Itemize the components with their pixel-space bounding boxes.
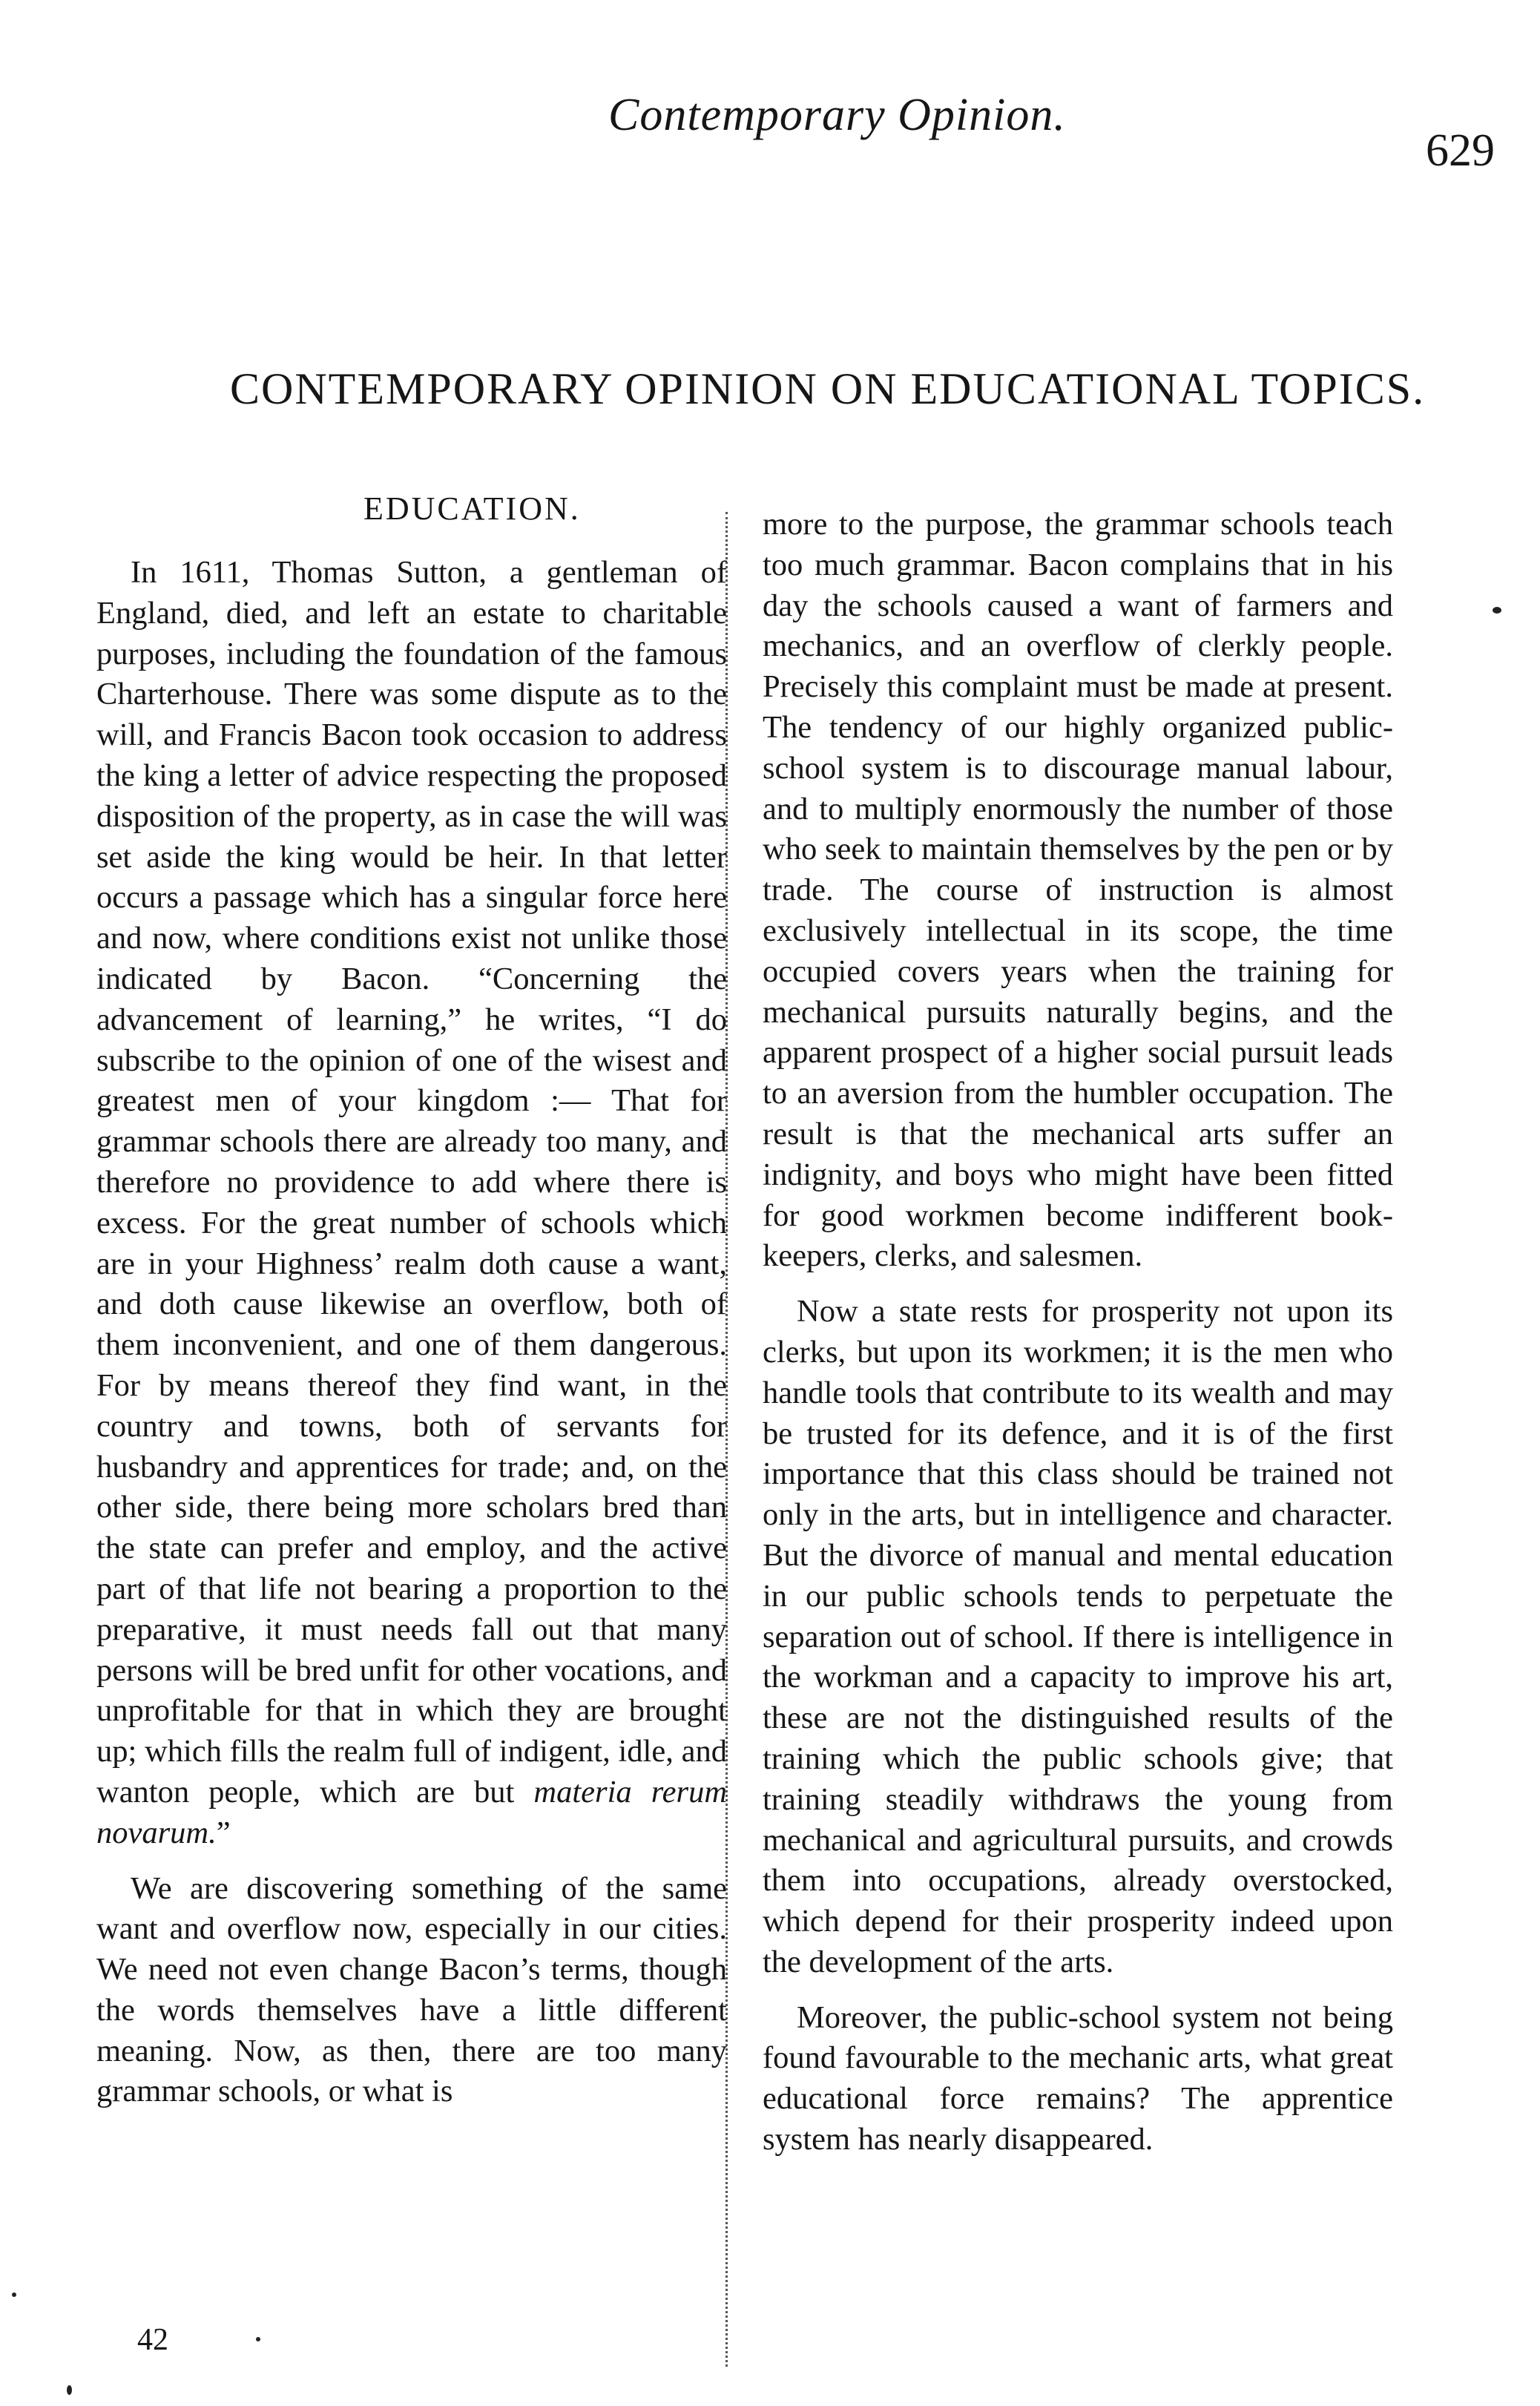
column-divider (725, 512, 728, 2367)
paragraph: We are discovering something of the same want and overflow now, especially in our cities. We need not even change Bacon’s terms, though the words themselves have a little different meaning. Now, as then, there are too many grammar schools, or what is (96, 1870, 727, 2109)
paragraph (96, 553, 727, 1854)
left-column (96, 553, 727, 2112)
section-heading: EDUCATION. (363, 490, 581, 527)
signature-mark: 42 (137, 2323, 168, 2357)
closing-quote: ” (216, 1815, 231, 1850)
paragraph-text: In 1611, Thomas Sutton, a gentleman of England, died, and left an estate to charitable purposes, including the foundation of the famous Charterhouse. There was some dispute as to the will, and Francis Bacon took occasion to address the king a letter of advice respecting the proposed disposition of the property, as in case the will was set aside the king would be heir. In that letter occurs a passage which has a singular force here and now, where conditions exist not unlike those indicated by Bacon. “Concerning the advancement of learning,” he writes, “I do subscribe to the opinion of one of the wisest and greatest men of your kingdom :— That for grammar schools there are already too many, and therefore no providence to add where there is excess. For the great number of schools which are in your Highness’ realm doth cause a want, and doth cause likewise an overflow, both of them inconvenient, and one of them dangerous. For by means thereof they find want, in the country and towns, both of servants for husbandry and apprentices for trade; and, on the other side, there being more scholars bred than the state can prefer and employ, and the active part of that life not bearing a proportion to the preparative, it must needs fall out that many persons will be bred unfit for other vocations, and unprofitable for that in which they are brought up; which fills the realm full of indigent, idle, and wanton people, which are but (96, 555, 727, 1810)
paragraph: Now a state rests for prosperity not upon its clerks, but upon its workmen; it is the men who handle tools that contribute to its wealth and may be trusted for its defence, and it is of the first importance that this class should be trained not only in the arts, but in intelligence and character. But the divorce of manual and mental education in our public schools tends to perpetuate the separation out of school. If there is intelligence in the workman and a capacity to improve his art, these are not the distinguished results of the training which the public schools give; that training steadily withdraws the young from mechanical and agricultural pursuits, and crowds them into occupations, already overstocked, which depend for their prosperity indeed upon the development of the arts. (763, 1294, 1393, 1979)
page-number: 629 (1426, 125, 1495, 176)
ink-speck (12, 2292, 16, 2297)
ink-speck (1493, 607, 1501, 614)
right-column (763, 504, 1393, 2160)
ink-speck (256, 2337, 260, 2341)
paragraph: Moreover, the public-school system not being found favourable to the mechanic arts, what great educational force remains? The apprentice system has nearly disappeared. (763, 1999, 1393, 2157)
running-title: Contemporary Opinion. (608, 90, 1066, 140)
latin-phrase: materia rerum novarum. (96, 1774, 728, 1850)
article-title: CONTEMPORARY OPINION ON EDUCATIONAL TOPICS. (230, 364, 1426, 413)
paragraph: more to the purpose, the grammar schools teach too much grammar. Bacon complains that in his day the schools caused a want of farmers and mechanics, and an overflow of clerkly people. Precisely this complaint must be made at present. The tendency of our highly organized public-school system is to discourage manual labour, and to multiply enormously the number of those who seek to maintain themselves by the pen or by trade. The course of instruction is almost exclusively intellectual in its scope, the time occupied covers years when the training for mechanical pursuits naturally begins, and the apparent prospect of a higher social pursuit leads to an aversion from the humbler occupation. The result is that the mechanical arts suffer an indignity, and boys who might have been fitted for good workmen become indifferent book-keepers, clerks, and salesmen. (763, 507, 1393, 1274)
ink-speck (67, 2385, 72, 2395)
